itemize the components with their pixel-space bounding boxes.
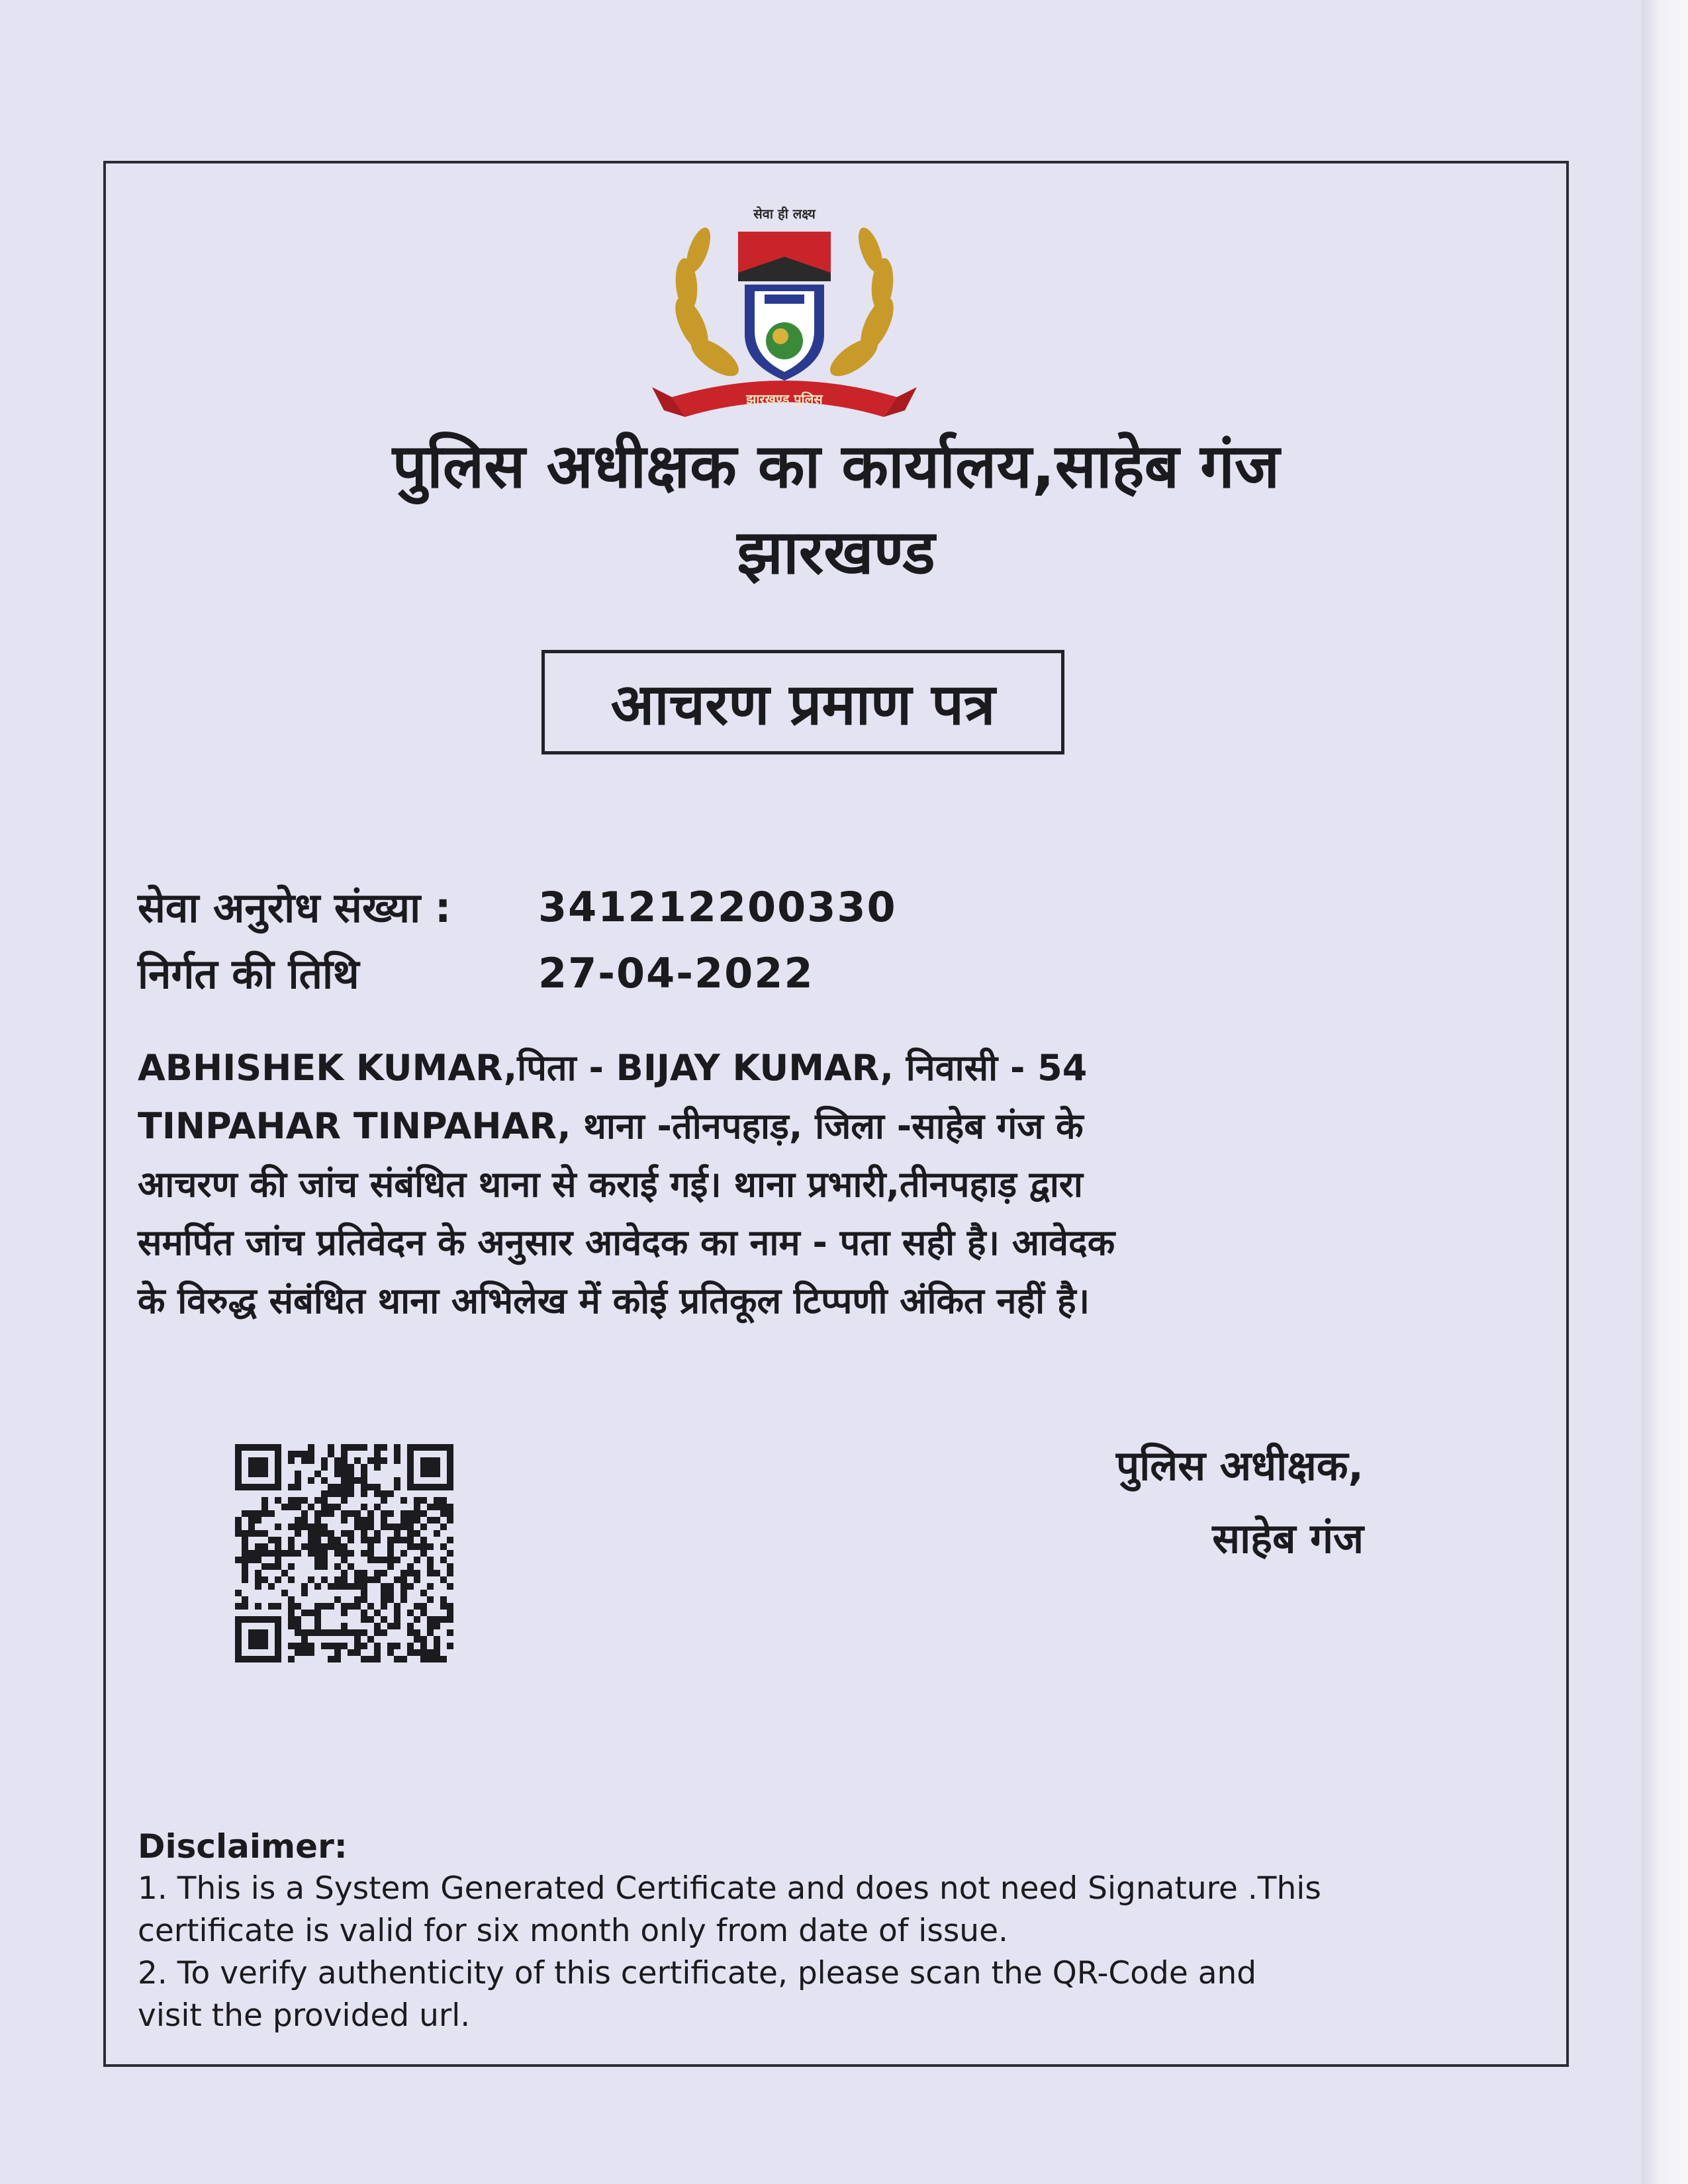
certificate-meta: [138, 874, 897, 1006]
certificate-title: आचरण प्रमाण पत्र: [541, 650, 1064, 754]
issue-date-row: [138, 940, 897, 1006]
signatory-title: पुलिस अधीक्षक,: [1116, 1441, 1364, 1490]
certificate-body: [138, 1039, 1554, 1330]
signatory-block: [1033, 1430, 1364, 1575]
page-edge: [1642, 0, 1688, 2184]
disclaimer-line: 2. To verify authenticity of this certificate, please scan the QR-Code and: [138, 1955, 1257, 1991]
request-number-value: 341212200330: [538, 882, 897, 931]
disclaimer-line: visit the provided url.: [138, 1997, 471, 2034]
office-title-line2: झारखण्ड: [737, 517, 935, 588]
disclaimer-heading: Disclaimer:: [138, 1827, 348, 1866]
body-line: के विरुद्ध संबंधित थाना अभिलेख में कोई प्रतिकूल टिप्पणी अंकित नहीं है।: [138, 1280, 1090, 1322]
body-line: समर्पित जांच प्रतिवेदन के अनुसार आवेदक का नाम - पता सही है। आवेदक: [138, 1222, 1115, 1263]
body-line: ABHISHEK KUMAR,पिता - BIJAY KUMAR, निवासी - 54: [138, 1047, 1088, 1089]
emblem-motto: सेवा ही लक्ष्य: [753, 206, 816, 222]
issue-date-label: निर्गत की तिथि: [138, 950, 359, 998]
body-line: आचरण की जांच संबंधित थाना से कराई गई। थाना प्रभारी,तीनपहाड़ द्वारा: [138, 1163, 1083, 1205]
request-number-row: [138, 874, 897, 940]
signatory-location: साहेब गंज: [1212, 1514, 1364, 1563]
request-number-label: सेवा अनुरोध संख्या :: [138, 884, 451, 932]
disclaimer-line: 1. This is a System Generated Certificate and does not need Signature .This: [138, 1870, 1321, 1907]
disclaimer: [138, 1825, 1528, 2037]
body-line: TINPAHAR TINPAHAR, थाना -तीनपहाड़, जिला -साहेब गंज के: [138, 1105, 1084, 1147]
disclaimer-line: certificate is valid for six month only from date of issue.: [138, 1913, 1008, 1949]
jharkhand-police-emblem-icon: [645, 199, 923, 437]
qr-code-icon[interactable]: [235, 1444, 453, 1662]
issue-date-value: 27-04-2022: [538, 948, 814, 997]
office-title-line1: पुलिस अधीक्षक का कार्यालय,साहेब गंज: [392, 431, 1280, 502]
office-title: [103, 424, 1569, 596]
emblem-ribbon-text: झारखण्ड पुलिस: [746, 391, 823, 407]
